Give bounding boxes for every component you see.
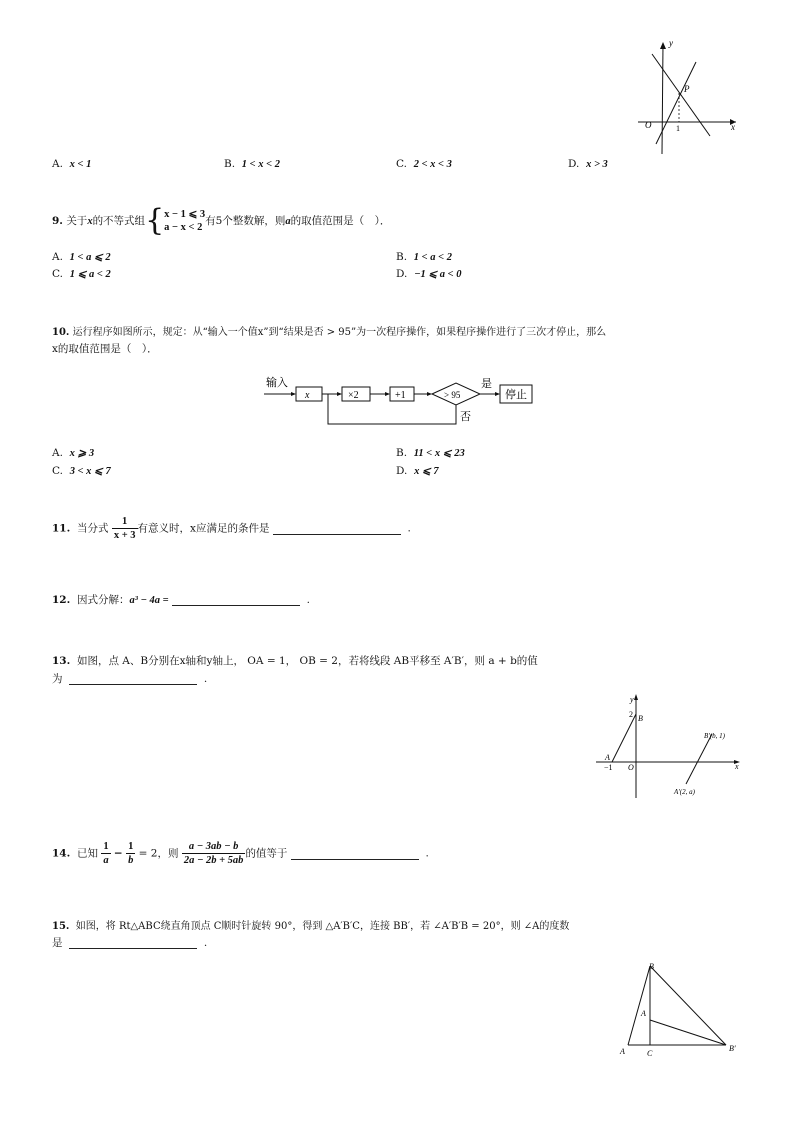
option-label: A. <box>52 251 63 263</box>
q9-option-b[interactable] <box>396 251 452 263</box>
option-label: A. <box>52 447 63 459</box>
option-text: −1 ⩽ a < 0 <box>414 269 462 280</box>
q13-ap-label: A′(2, a) <box>674 788 695 796</box>
q15-b-label: B <box>649 962 654 971</box>
option-text: x ⩽ 7 <box>414 466 439 477</box>
q12-expression: a³ − 4a = <box>129 595 169 606</box>
q13-y-arrow <box>634 694 638 700</box>
question-number: 14. <box>52 847 71 860</box>
q13-o-label: O <box>628 763 634 772</box>
q8-point-label: P <box>684 84 690 94</box>
flow-stop: 停止 <box>505 389 527 401</box>
q13-stem-line1 <box>52 653 538 668</box>
q11-suffix: 有意义时，x应满足的条件是 <box>137 522 270 535</box>
q15-end: . <box>203 937 208 949</box>
question-number: 12. <box>52 594 71 606</box>
fraction-numerator: a − 3ab − b <box>182 840 246 854</box>
q13-segment-ab <box>612 714 636 762</box>
inequality-2: a − x < 2 <box>164 222 203 233</box>
q8-origin-label: O <box>645 120 652 130</box>
q15-line2-text: 是 <box>52 937 63 949</box>
flow-arrowhead-1 <box>291 392 296 396</box>
q11-prefix: 当分式 <box>76 522 109 535</box>
option-label: B. <box>396 251 408 263</box>
q8-option-d[interactable] <box>568 158 608 170</box>
q15-side-bbp <box>650 966 726 1045</box>
option-label: D. <box>568 158 580 170</box>
q11-end: . <box>407 522 411 535</box>
q8-line-1 <box>652 54 710 136</box>
question-number: 11. <box>52 522 71 535</box>
q9-option-d[interactable] <box>396 268 461 280</box>
question-number: 9. <box>52 215 63 227</box>
q9-option-c[interactable] <box>52 268 111 280</box>
option-label: B. <box>396 447 408 459</box>
q8-option-a[interactable] <box>52 158 91 170</box>
q8-tick-label: 1 <box>676 124 680 133</box>
option-label: B. <box>224 158 236 170</box>
q10-option-d[interactable] <box>396 465 439 477</box>
q15-stem-line2 <box>52 935 207 950</box>
q13-two-label: 2 <box>629 710 633 719</box>
option-text: x ⩾ 3 <box>69 448 95 459</box>
option-label: C. <box>52 465 63 477</box>
q13-end: . <box>203 673 208 685</box>
q8-option-b[interactable] <box>224 158 280 170</box>
q14-end: . <box>425 847 429 860</box>
q8-y-arrow <box>660 42 666 49</box>
q13-stem-line2 <box>52 671 207 686</box>
q9-option-a[interactable] <box>52 251 111 263</box>
option-text: 1 < x < 2 <box>241 159 280 170</box>
q10-stem-line2 <box>52 341 158 356</box>
q10-line2-text: x的取值范围是（ ）． <box>52 343 158 355</box>
q10-flowchart <box>262 374 542 428</box>
q8-y-axis <box>662 44 663 154</box>
option-label: A. <box>52 158 63 170</box>
q14-suffix: 的值等于 <box>245 847 288 860</box>
q13-answer-blank[interactable] <box>69 672 197 685</box>
q10-option-b[interactable] <box>396 447 465 459</box>
flow-input-label: 输入 <box>266 377 288 389</box>
fraction-numerator: 1 <box>128 841 134 852</box>
q8-option-c[interactable] <box>396 158 452 170</box>
q13-graph <box>594 690 744 800</box>
option-text: x < 1 <box>69 159 92 170</box>
q11-fraction <box>112 515 138 542</box>
q13-line1-text: 如图，点 A、B分别在x轴和y轴上， OA = 1， OB = 2，若将线段 AB平移至 A′B′，则 a + b的值 <box>76 655 538 667</box>
fraction-numerator: 1 <box>103 841 109 852</box>
option-label: D. <box>396 465 408 477</box>
flow-x: x <box>305 390 310 401</box>
q14-fraction-2 <box>126 840 135 867</box>
q15-line1-text: 如图，将 Rt△ABC绕直角顶点 C顺时针旋转 90°，得到 △A′B′C，连接 BB′，若 ∠A′B′B = 20°，则 ∠A的度数 <box>75 921 570 932</box>
option-text: 11 < x ⩽ 23 <box>413 448 465 459</box>
q9-var2: a <box>285 216 291 227</box>
q14-stem <box>52 840 429 867</box>
q13-y-label: y <box>630 695 634 704</box>
q14-eq: = 2，则 <box>138 847 179 860</box>
q15-ap-label: A <box>641 1009 646 1018</box>
q11-answer-blank[interactable] <box>273 522 401 535</box>
q14-fraction-1 <box>101 840 110 867</box>
q13-bp-label: B′(b, 1) <box>704 732 725 740</box>
q12-prefix: 因式分解： <box>76 594 130 606</box>
q15-side-ab <box>628 966 650 1045</box>
q12-stem <box>52 592 310 607</box>
question-number: 15. <box>52 921 70 932</box>
flow-arrowhead-2 <box>337 392 342 396</box>
brace-symbol: { <box>145 203 165 238</box>
q15-stem-line1 <box>52 917 569 932</box>
option-text: 1 ⩽ a < 2 <box>69 269 111 280</box>
flow-no: 否 <box>460 411 471 423</box>
q10-option-a[interactable] <box>52 447 94 459</box>
flow-cond: > 95 <box>444 390 461 400</box>
q8-graph <box>636 38 740 158</box>
fraction-numerator: 1 <box>112 515 138 529</box>
option-text: 3 < x ⩽ 7 <box>69 466 111 477</box>
q15-c-label: C <box>647 1049 653 1058</box>
option-label: C. <box>396 158 407 170</box>
q14-minus: − <box>113 847 123 860</box>
q12-answer-blank[interactable] <box>172 593 300 606</box>
option-label: C. <box>52 268 63 280</box>
q9-var: x <box>87 216 93 227</box>
q13-a-label: A <box>605 753 610 762</box>
option-text: 1 < a < 2 <box>413 252 452 263</box>
q8-y-label: y <box>669 38 673 48</box>
question-number: 13. <box>52 655 71 667</box>
q8-x-label: x <box>731 122 735 132</box>
q13-segment-apbp <box>686 734 712 784</box>
q15-bp-label: B′ <box>729 1044 736 1053</box>
q13-b-label: B <box>638 714 643 723</box>
flow-plus1: +1 <box>395 390 406 401</box>
option-text: x > 3 <box>586 159 608 170</box>
option-text: 1 < a ⩽ 2 <box>69 252 111 263</box>
q15-graph <box>614 958 744 1064</box>
inequality-1: x − 1 ⩽ 3 <box>164 209 206 220</box>
q10-stem-line1 <box>52 323 606 338</box>
flow-yes: 是 <box>481 378 492 390</box>
flow-times2: ×2 <box>348 390 359 401</box>
q9-prefix: 关于 <box>66 215 88 227</box>
q13-neg1-label: −1 <box>604 763 613 772</box>
flow-arrowhead-3 <box>385 392 390 396</box>
q14-prefix: 已知 <box>76 847 98 860</box>
fraction-denominator: 2a − 2b + 5ab <box>183 855 244 866</box>
q9-mid: 的不等式组 <box>92 215 146 227</box>
inequality-system <box>164 208 205 234</box>
q14-answer-blank[interactable] <box>291 847 419 860</box>
q14-fraction-3 <box>182 840 246 867</box>
q9-suffix: 的取值范围是（ ）． <box>290 215 391 227</box>
q9-stem <box>52 203 391 238</box>
flow-arrowhead-5 <box>495 392 500 396</box>
q11-stem <box>52 515 411 542</box>
fraction-denominator: x + 3 <box>113 530 136 541</box>
fraction-denominator: a <box>103 855 109 866</box>
q10-line1-text: 运行程序如图所示，规定：从“输入一个值x”到“结果是否 > 95”为一次程序操作，如果程序操作进行了三次才停止，那么 <box>72 327 607 338</box>
q15-a-label: A <box>620 1047 625 1056</box>
q10-option-c[interactable] <box>52 465 111 477</box>
fraction-denominator: b <box>128 855 134 866</box>
q13-line2-text: 为 <box>52 673 63 685</box>
q9-after: 有5个整数解，则 <box>205 215 286 227</box>
q13-x-label: x <box>735 762 739 771</box>
question-number: 10. <box>52 327 70 338</box>
option-text: 2 < x < 3 <box>413 159 452 170</box>
option-label: D. <box>396 268 408 280</box>
q15-answer-blank[interactable] <box>69 936 197 949</box>
q12-end: . <box>306 594 310 606</box>
